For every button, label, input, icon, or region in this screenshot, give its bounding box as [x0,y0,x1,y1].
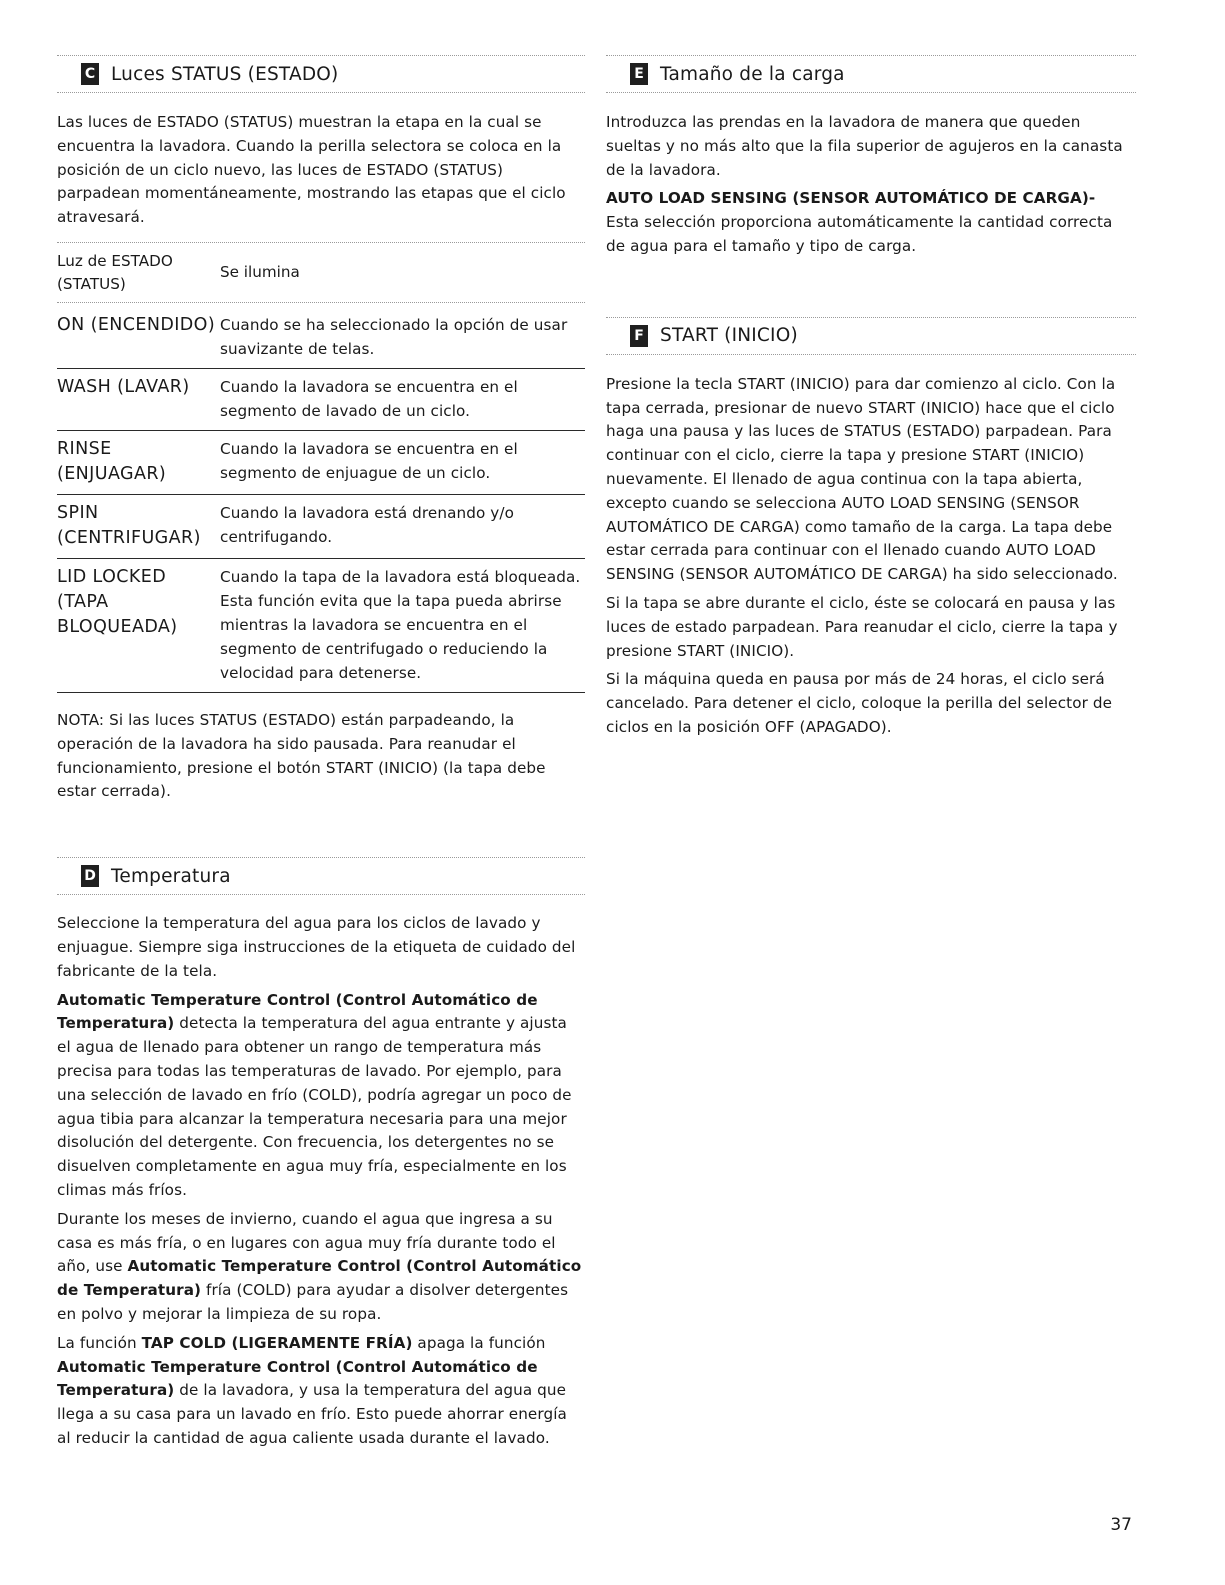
section-d-p3-rest: fría (COLD) para ayudar a disolver detergentes en polvo y mejorar la limpieza de su ropa. [57,1281,569,1323]
section-c-intro: Las luces de ESTADO (STATUS) muestran la etapa en la cual se encuentra la lavadora. Cuando la perilla selectora se coloca en la posición de un ciclo nuevo, las luces de ESTADO (STATUS) parpadean momentáneamente, mostrando las etapas que el ciclo atravesará. [57,113,566,227]
section-e-title: Tamaño de la carga [660,63,845,85]
section-e-badge: E [630,63,648,85]
section-f-badge: F [630,325,648,347]
left-column [57,55,585,1451]
section-f-p2: Si la tapa se abre durante el ciclo, éste se colocará en pausa y las luces de estado parpadean. Para reanudar el ciclo, cierre la tapa y presione START (INICIO). [606,593,1118,660]
section-c-badge: C [81,63,99,85]
section-d-p4-mid: apaga la función [412,1333,546,1352]
section-d-p4-bold2: Automatic Temperature Control (Control Automático de Temperatura) [57,1357,538,1400]
section-d-header [57,857,585,895]
section-d-p4 [57,1332,585,1451]
section-d-p3 [57,1208,585,1327]
section-f-title: START (INICIO) [660,325,798,347]
table-row [57,559,585,693]
status-light-desc: Cuando la tapa de la lavadora está bloqueada. Esta función evita que la tapa pueda abrirse mientras la lavadora se encuentra en el segmento de centrifugado o reduciendo la velocidad para detenerse. [220,567,581,682]
section-d-badge: D [81,865,99,887]
section-f-p1: Presione la tecla START (INICIO) para dar comienzo al ciclo. Con la tapa cerrada, presionar de nuevo START (INICIO) hace que el ciclo haga una pausa y las luces de STATUS (ESTADO) parpadean. Para continuar con el ciclo, cierre la tapa y presione START (INICIO) nuevamente. El llenado de agua continua con la tapa abierta, excepto cuando se selecciona AUTO LOAD SENSING (SENSOR AUTOMÁTICO DE CARGA) como tamaño de la carga. La tapa debe estar cerrada para continuar con el llenado cuando AUTO LOAD SENSING (SENSOR AUTOMÁTICO DE CARGA) ha sido seleccionado. [606,374,1118,584]
status-light-desc: Cuando se ha seleccionado la opción de usar suavizante de telas. [220,315,568,358]
status-light-desc: Cuando la lavadora está drenando y/o centrifugando. [220,503,514,546]
section-d-p2-bold: Automatic Temperature Control (Control Automático de Temperatura) [57,990,538,1033]
section-c-title: Luces STATUS (ESTADO) [111,63,339,85]
section-d-p2 [57,989,585,1203]
status-table-header-light: Luz de ESTADO (STATUS) [57,251,173,293]
status-light-name: SPIN (CENTRIFUGAR) [57,502,201,548]
status-table-header-lit: Se ilumina [220,263,300,282]
status-light-name: RINSE (ENJUAGAR) [57,438,167,484]
status-table-header [57,242,585,303]
section-e-p1: Introduzca las prendas en la lavadora de manera que queden sueltas y no más alto que la fila superior de agujeros en la canasta de la lavadora. [606,113,1123,179]
section-d-p2-rest: detecta la temperatura del agua entrante y ajusta el agua de llenado para obtener un rango de temperatura más precisa para todas las temperaturas de lavado. Por ejemplo, para una selección de lavado en frío (COLD), podría agregar un poco de agua tibia para alcanzar la temperatura necesaria para una mejor disolución del detergente. Con frecuencia, los detergentes no se disuelven completamente en agua muy fría, especialmente en los climas más fríos. [57,1014,572,1199]
section-e-header [606,55,1136,93]
section-e-p2-rest: Esta selección proporciona automáticamente la cantidad correcta de agua para el tamaño y tipo de carga. [606,213,1113,255]
status-light-desc: Cuando la lavadora se encuentra en el segmento de lavado de un ciclo. [220,377,518,420]
table-row [57,369,585,431]
section-d-p3-bold: Automatic Temperature Control (Control Automático de Temperatura) [57,1257,582,1300]
section-d-title: Temperatura [111,865,231,887]
section-c-note: NOTA: Si las luces STATUS (ESTADO) están parpadeando, la operación de la lavadora ha sido pausada. Para reanudar el funcionamiento, presione el botón START (INICIO) (la tapa debe estar cerrada). [57,710,546,801]
section-f-p3: Si la máquina queda en pausa por más de 24 horas, el ciclo será cancelado. Para detener el ciclo, coloque la perilla del selector de ciclos en la posición OFF (APAGADO). [606,670,1113,736]
section-c-header [57,55,585,93]
section-e-p2 [606,187,1136,258]
status-lights-table [57,242,585,693]
section-d-p4-rest: de la lavadora, y usa la temperatura del agua que llega a su casa para un lavado en frío. Esto puede ahorrar energía al reducir la cantidad de agua caliente usada durante el lavado. [57,1381,567,1447]
section-d-p4-start: La función [57,1333,142,1352]
section-d-p4-bold1: TAP COLD (LIGERAMENTE FRÍA) [141,1333,413,1352]
status-light-name: LID LOCKED (TAPA BLOQUEADA) [57,566,178,637]
section-e-p2-bold: AUTO LOAD SENSING (SENSOR AUTOMÁTICO DE CARGA)- [606,189,1096,208]
section-d-p1: Seleccione la temperatura del agua para los ciclos de lavado y enjuague. Siempre siga instrucciones de la etiqueta de cuidado del fabricante de la tela. [57,914,576,980]
status-light-name: ON (ENCENDIDO) [57,314,216,335]
section-d-p3-start: Durante los meses de invierno, cuando el agua que ingresa a su casa es más fría, o en lugares con agua muy fría durante todo el año, use [57,1209,556,1276]
table-row [57,495,585,559]
table-row [57,431,585,495]
table-row [57,307,585,369]
section-f-header [606,317,1136,355]
page-number: 37 [1110,1515,1132,1535]
status-light-desc: Cuando la lavadora se encuentra en el segmento de enjuague de un ciclo. [220,439,518,482]
status-light-name: WASH (LAVAR) [57,376,190,397]
right-column [606,55,1136,740]
